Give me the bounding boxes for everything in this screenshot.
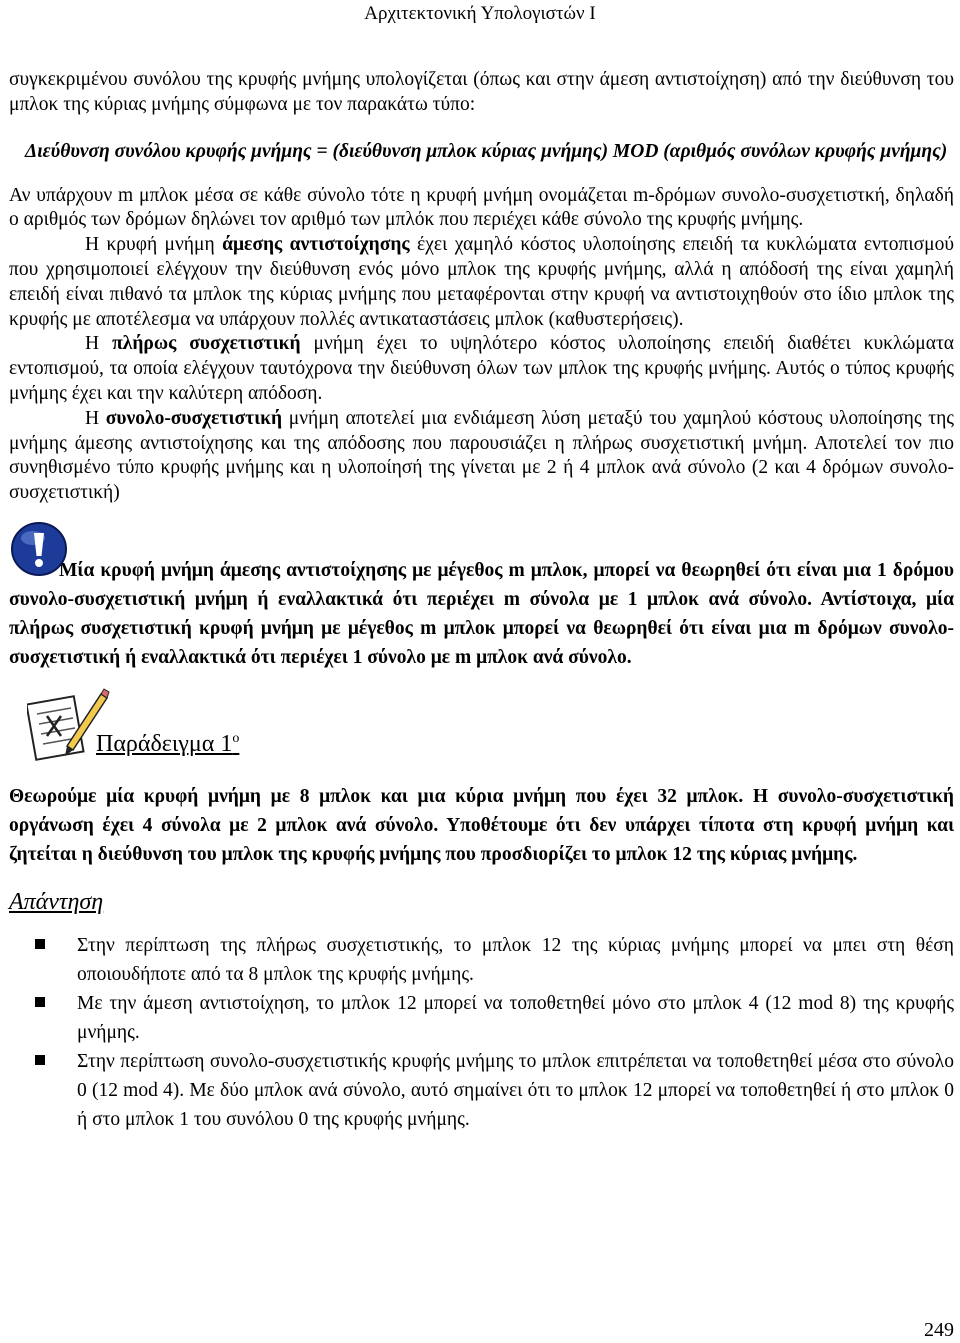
list-item — [9, 1047, 954, 1134]
list-item — [9, 931, 954, 989]
page-header: Αρχιτεκτονική Υπολογιστών Ι — [364, 3, 596, 24]
direct-term: άμεσης αντιστοίχησης — [222, 234, 410, 256]
page-number: 249 — [924, 1319, 954, 1341]
list-item-text: Με την άμεση αντιστοίχηση, το μπλοκ 12 μπορεί να τοποθετηθεί μόνο στο μπλοκ 4 (12 mod 8) της κρυφής μνήμης. — [77, 992, 954, 1043]
list-item-text: Στην περίπτωση συνολο-συσχετιστικής κρυφής μνήμης το μπλοκ επιτρέπεται να τοποθετηθεί μέσα στο σύνολο 0 (12 mod 4). Με δύο μπλοκ ανά σύνολο, αυτό σημαίνει ότι το μπλοκ 12 μπορεί να τοποθετηθεί ή στο μπλοκ 0 ή στο μπλοκ 1 του συνόλου 0 της κρυφής μνήμης. — [77, 1050, 954, 1130]
fully-associative-paragraph — [9, 332, 954, 406]
direct-post: έχει χαμηλό κόστος υλοποίησης επειδή τα κυκλώματα εντοπισμού που χρησιμοποιεί ελέγχουν την διεύθυνση ενός μόνο μπλοκ της κρυφής μνήμης, αλλά η απόδοσή της είναι χαμηλή επειδή είναι πιθανό τα μπλοκ της κύριας μνήμης που μεταφέρονται στην κρυφή να αντιστοιχηθούν στο ίδιο μπλοκ της κρυφής με αποτέλεσμα να υπάρχουν πολλές αντικαταστάσεις μπλοκ (καθυστερήσεις). — [9, 234, 954, 330]
direct-mapped-paragraph — [9, 233, 954, 332]
answer-title: Απάντηση — [9, 888, 104, 915]
note-block — [9, 520, 954, 672]
setassoc-term: συνολο-συσχετιστική — [105, 407, 283, 429]
example-title — [96, 724, 239, 759]
full-pre: Η — [85, 333, 113, 355]
bullet-icon — [35, 939, 45, 949]
set-associative-paragraph — [9, 407, 954, 506]
example-text: Θεωρούμε μία κρυφή μνήμη με 8 μπλοκ και μια κύρια μνήμη που έχει 32 μπλοκ. Η συνολο-συσχετιστική οργάνωση έχει 4 σύνολα με 2 μπλοκ ανά σύνολο. Υποθέτουμε ότι δεν υπάρχει τίποτα στη κρυφή μνήμη και ζητείται η διεύθυνση του μπλοκ της κρυφής μνήμης που προσδιορίζει το μπλοκ 12 της κύριας μνήμης. — [9, 785, 954, 865]
formula: Διεύθυνση συνόλου κρυφής μνήμης = (διεύθυνση μπλοκ κύριας μνήμης) MOD (αριθμός συνόλων κρυφής μνήμης) — [25, 140, 948, 162]
intro-paragraph: συγκεκριμένου συνόλου της κρυφής μνήμης υπολογίζεται (όπως και στην άμεση αντιστοίχηση) από την διεύθυνση του μπλοκ της κύριας μνήμης σύμφωνα με τον παρακάτω τύπο: — [9, 69, 954, 115]
example-header — [9, 676, 954, 772]
exclamation-icon — [9, 520, 69, 580]
example-title-sup: ο — [232, 730, 240, 746]
answer-list — [9, 931, 954, 1134]
full-post: μνήμη έχει το υψηλότερο κόστος υλοποίησης επειδή διαθέτει κυκλώματα εντοπισμού, τα οποία ελέγχουν ταυτόχρονα την διεύθυνση όλων των μπλοκ της κρυφής μνήμης. Αυτός ο τύπος κρυφής μνήμης έχει και την καλύτερη απόδοση. — [9, 333, 954, 404]
list-item-text: Στην περίπτωση της πλήρως συσχετιστικής, το μπλοκ 12 της κύριας μνήμης μπορεί να μπει στη θέση οποιουδήποτε από τα 8 μπλοκ της κρυφής μνήμης. — [77, 934, 954, 985]
m-way-paragraph: Αν υπάρχουν m μπλοκ μέσα σε κάθε σύνολο τότε η κρυφή μνήμη ονομάζεται m-δρόμων συνολο-συσχετιστκή, δηλαδή ο αριθμός των δρόμων δηλώνει τον αριθμό των μπλόκ που περιέχει κάθε σύνολο της κρυφής μνήμης. — [9, 184, 954, 231]
list-item — [9, 989, 954, 1047]
setassoc-post: μνήμη αποτελεί μια ενδιάμεση λύση μεταξύ του χαμηλού κόστους υλοποίησης της μνήμης άμεσης αντιστοίχησης και της απόδοσης που παρουσιάζει η πλήρως συσχετιστική μνήμη. Αποτελεί τον πιο συνηθισμένο τύπο κρυφής μνήμης και η υλοποίησή της γίνεται με 2 ή 4 μπλοκ ανά σύνολο (2 και 4 δρόμων συνολο-συσχετιστική) — [9, 407, 954, 504]
note-text: Μία κρυφή μνήμη άμεσης αντιστοίχησης με μέγεθος m μπλοκ, μπορεί να θεωρηθεί ότι είναι μια 1 δρόμου συνολο-συσχετιστική μνήμη ή εναλλακτικά ότι περιέχει m σύνολα με 1 μπλοκ ανά σύνολο. Αντίστοιχα, μία πλήρως συσχετιστική κρυφή μνήμη με μέγεθος m μπλοκ μπορεί να θεωρηθεί ότι είναι μια m δρόμων συνολο-συσχετιστική ή εναλλακτικά ότι περιέχει 1 σύνολο με m μπλοκ ανά σύνολο. — [9, 559, 954, 668]
full-term: πλήρως συσχετιστική — [112, 333, 301, 355]
bullet-icon — [35, 1055, 45, 1065]
setassoc-pre: Η — [85, 407, 106, 429]
bullet-icon — [35, 997, 45, 1007]
page-content — [9, 68, 954, 1134]
example-title-text: Παράδειγμα 1 — [96, 730, 233, 757]
direct-pre: Η κρυφή μνήμη — [85, 234, 223, 256]
